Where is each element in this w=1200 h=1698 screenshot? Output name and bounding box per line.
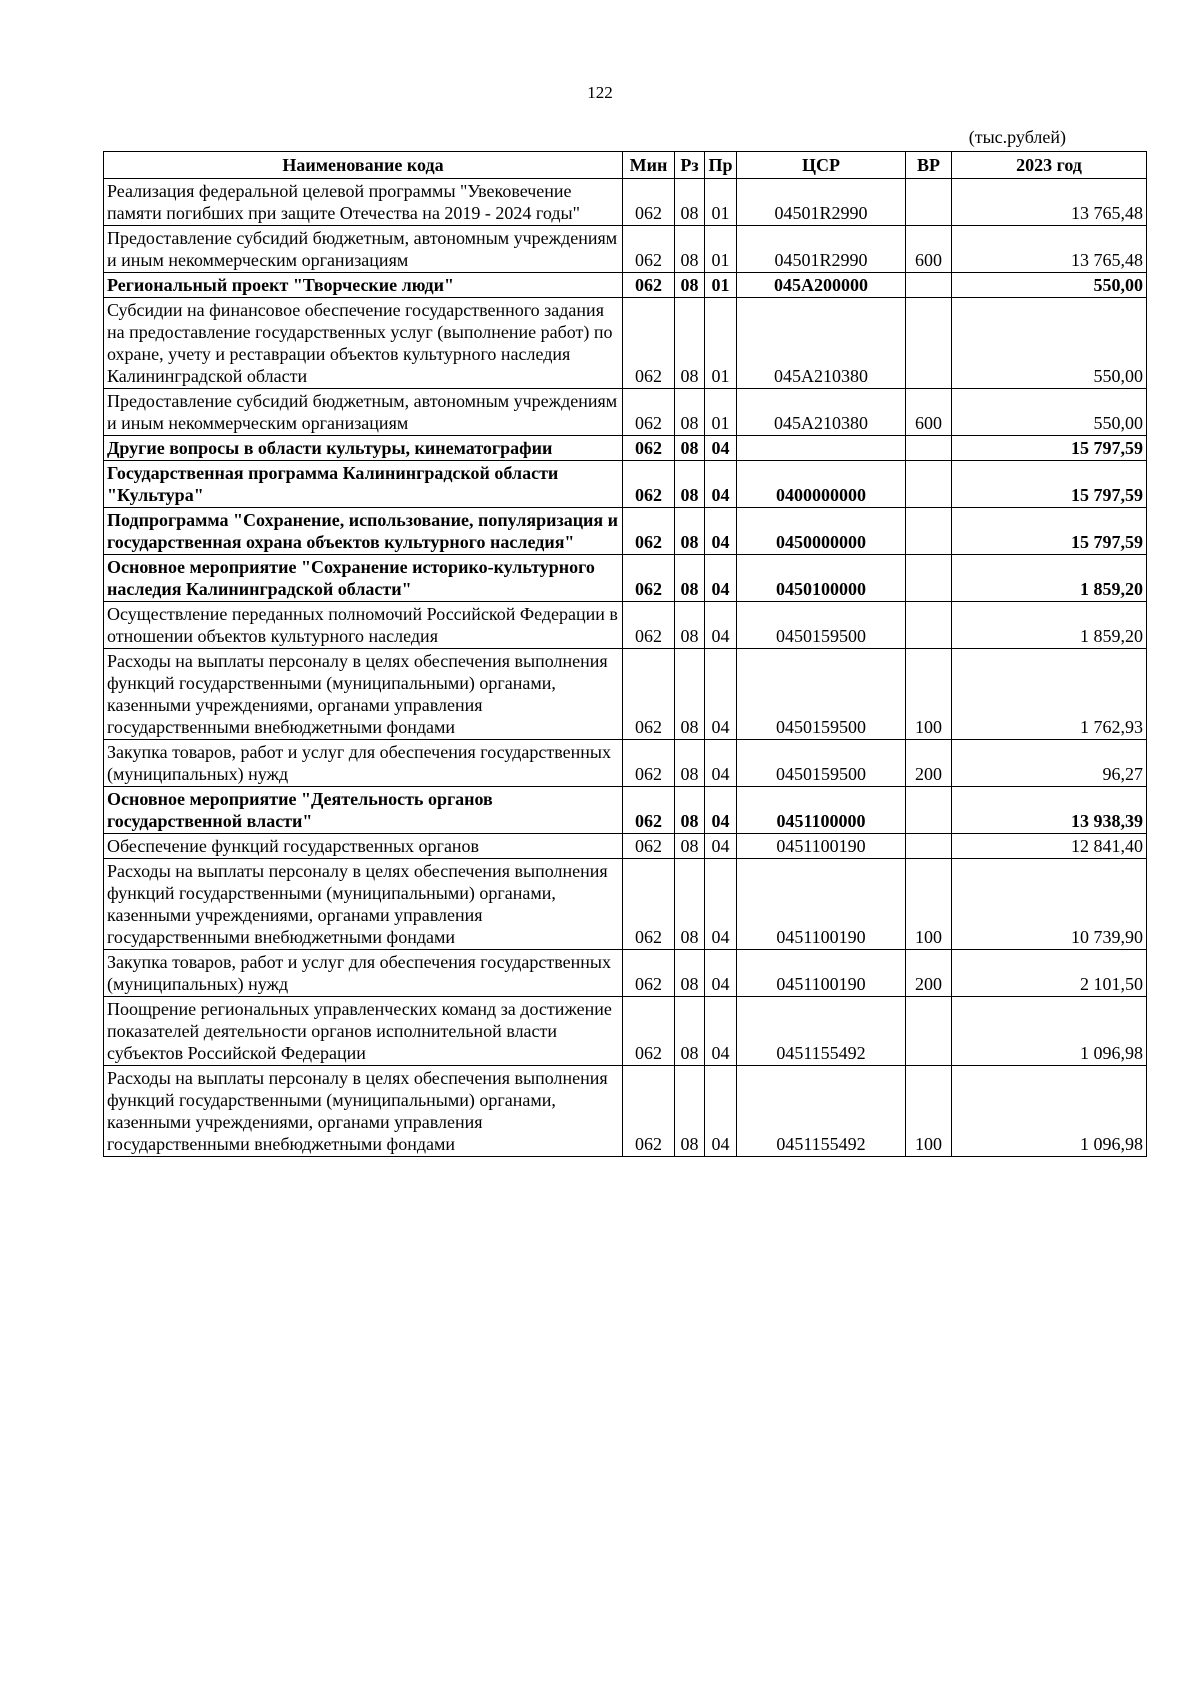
header-sum: 2023 год — [952, 152, 1147, 179]
table-row — [104, 834, 1147, 859]
cell-csr: 0450159500 — [737, 602, 906, 649]
table-row — [104, 1066, 1147, 1157]
cell-rz: 08 — [675, 508, 705, 555]
cell-sum: 1 096,98 — [952, 1066, 1147, 1157]
cell-csr: 0451100190 — [737, 859, 906, 950]
cell-vr: 100 — [906, 859, 952, 950]
cell-min: 062 — [623, 1066, 675, 1157]
cell-name: Закупка товаров, работ и услуг для обеспечения государственных (муниципальных) нужд — [104, 740, 623, 787]
cell-min: 062 — [623, 649, 675, 740]
cell-min: 062 — [623, 179, 675, 226]
table-row — [104, 859, 1147, 950]
cell-rz: 08 — [675, 389, 705, 436]
cell-vr — [906, 273, 952, 298]
cell-min: 062 — [623, 389, 675, 436]
cell-rz: 08 — [675, 555, 705, 602]
cell-sum: 15 797,59 — [952, 461, 1147, 508]
cell-vr — [906, 436, 952, 461]
cell-min: 062 — [623, 997, 675, 1066]
units-label: (тыс.рублей) — [968, 127, 1066, 147]
cell-vr — [906, 602, 952, 649]
cell-vr: 100 — [906, 1066, 952, 1157]
cell-csr — [737, 436, 906, 461]
cell-rz: 08 — [675, 436, 705, 461]
cell-csr: 0451100000 — [737, 787, 906, 834]
cell-csr: 0450159500 — [737, 740, 906, 787]
cell-vr: 200 — [906, 950, 952, 997]
table-row — [104, 508, 1147, 555]
header-min: Мин — [623, 152, 675, 179]
cell-min: 062 — [623, 436, 675, 461]
table-row — [104, 436, 1147, 461]
cell-vr: 600 — [906, 389, 952, 436]
table-row — [104, 273, 1147, 298]
cell-min: 062 — [623, 740, 675, 787]
cell-vr: 100 — [906, 649, 952, 740]
cell-csr: 0451100190 — [737, 950, 906, 997]
cell-sum: 15 797,59 — [952, 436, 1147, 461]
table-body — [104, 179, 1147, 1157]
cell-rz: 08 — [675, 298, 705, 389]
cell-vr — [906, 555, 952, 602]
cell-csr: 0450100000 — [737, 555, 906, 602]
cell-csr: 045A210380 — [737, 389, 906, 436]
cell-rz: 08 — [675, 834, 705, 859]
table-row — [104, 555, 1147, 602]
cell-pr: 04 — [705, 649, 737, 740]
cell-vr — [906, 997, 952, 1066]
cell-csr: 0451155492 — [737, 1066, 906, 1157]
cell-vr — [906, 179, 952, 226]
cell-rz: 08 — [675, 179, 705, 226]
cell-name: Региональный проект "Творческие люди" — [104, 273, 623, 298]
cell-min: 062 — [623, 461, 675, 508]
cell-sum: 13 765,48 — [952, 226, 1147, 273]
cell-name: Подпрограмма "Сохранение, использование, популяризация и государственная охрана объектов культурного наследия" — [104, 508, 623, 555]
cell-rz: 08 — [675, 787, 705, 834]
cell-sum: 1 096,98 — [952, 997, 1147, 1066]
cell-sum: 1 859,20 — [952, 602, 1147, 649]
cell-csr: 0451100190 — [737, 834, 906, 859]
header-rz: Рз — [675, 152, 705, 179]
cell-pr: 01 — [705, 273, 737, 298]
cell-pr: 01 — [705, 389, 737, 436]
cell-pr: 01 — [705, 226, 737, 273]
table-row — [104, 950, 1147, 997]
table-row — [104, 997, 1147, 1066]
table-row — [104, 298, 1147, 389]
cell-sum: 550,00 — [952, 273, 1147, 298]
cell-min: 062 — [623, 834, 675, 859]
table-row — [104, 649, 1147, 740]
cell-pr: 04 — [705, 740, 737, 787]
cell-name: Осуществление переданных полномочий Российской Федерации в отношении объектов культурного наследия — [104, 602, 623, 649]
cell-min: 062 — [623, 273, 675, 298]
cell-rz: 08 — [675, 859, 705, 950]
table-row — [104, 389, 1147, 436]
cell-sum: 15 797,59 — [952, 508, 1147, 555]
cell-sum: 550,00 — [952, 389, 1147, 436]
cell-pr: 04 — [705, 461, 737, 508]
cell-sum: 2 101,50 — [952, 950, 1147, 997]
cell-min: 062 — [623, 859, 675, 950]
cell-rz: 08 — [675, 649, 705, 740]
cell-sum: 10 739,90 — [952, 859, 1147, 950]
header-csr: ЦСР — [737, 152, 906, 179]
cell-name: Основное мероприятие "Деятельность органов государственной власти" — [104, 787, 623, 834]
cell-pr: 04 — [705, 859, 737, 950]
cell-vr: 600 — [906, 226, 952, 273]
cell-name: Другие вопросы в области культуры, кинематографии — [104, 436, 623, 461]
header-pr: Пр — [705, 152, 737, 179]
cell-sum: 13 938,39 — [952, 787, 1147, 834]
cell-csr: 0400000000 — [737, 461, 906, 508]
cell-csr: 04501R2990 — [737, 179, 906, 226]
cell-rz: 08 — [675, 461, 705, 508]
table-row — [104, 226, 1147, 273]
cell-min: 062 — [623, 226, 675, 273]
cell-vr — [906, 834, 952, 859]
cell-name: Расходы на выплаты персоналу в целях обеспечения выполнения функций государственными (муниципальными) органами, казенными учреждениями, органами управления государственными внебюджетными фондами — [104, 859, 623, 950]
cell-pr: 04 — [705, 602, 737, 649]
cell-min: 062 — [623, 555, 675, 602]
cell-pr: 01 — [705, 298, 737, 389]
cell-sum: 550,00 — [952, 298, 1147, 389]
cell-name: Предоставление субсидий бюджетным, автономным учреждениям и иным некоммерческим организациям — [104, 226, 623, 273]
cell-csr: 045A200000 — [737, 273, 906, 298]
cell-name: Поощрение региональных управленческих команд за достижение показателей деятельности органов исполнительной власти субъектов Российской Федерации — [104, 997, 623, 1066]
budget-table — [103, 151, 1147, 1157]
page-number: 122 — [587, 83, 613, 102]
table-row — [104, 787, 1147, 834]
cell-rz: 08 — [675, 1066, 705, 1157]
cell-min: 062 — [623, 508, 675, 555]
cell-pr: 04 — [705, 997, 737, 1066]
cell-vr — [906, 298, 952, 389]
cell-name: Предоставление субсидий бюджетным, автономным учреждениям и иным некоммерческим организациям — [104, 389, 623, 436]
cell-pr: 04 — [705, 508, 737, 555]
cell-pr: 04 — [705, 436, 737, 461]
cell-name: Расходы на выплаты персоналу в целях обеспечения выполнения функций государственными (муниципальными) органами, казенными учреждениями, органами управления государственными внебюджетными фондами — [104, 649, 623, 740]
cell-rz: 08 — [675, 950, 705, 997]
cell-pr: 04 — [705, 950, 737, 997]
table-row — [104, 740, 1147, 787]
cell-name: Обеспечение функций государственных органов — [104, 834, 623, 859]
cell-name: Субсидии на финансовое обеспечение государственного задания на предоставление государственных услуг (выполнение работ) по охране, учету и реставрации объектов культурного наследия Калининградской области — [104, 298, 623, 389]
cell-min: 062 — [623, 298, 675, 389]
cell-rz: 08 — [675, 226, 705, 273]
cell-csr: 045A210380 — [737, 298, 906, 389]
table-row — [104, 602, 1147, 649]
cell-pr: 04 — [705, 787, 737, 834]
cell-pr: 01 — [705, 179, 737, 226]
cell-csr: 0451155492 — [737, 997, 906, 1066]
cell-pr: 04 — [705, 555, 737, 602]
cell-vr — [906, 787, 952, 834]
cell-rz: 08 — [675, 273, 705, 298]
cell-sum: 12 841,40 — [952, 834, 1147, 859]
cell-vr: 200 — [906, 740, 952, 787]
cell-rz: 08 — [675, 740, 705, 787]
table-header-row — [104, 152, 1147, 179]
header-vr: ВР — [906, 152, 952, 179]
cell-sum: 1 762,93 — [952, 649, 1147, 740]
cell-rz: 08 — [675, 602, 705, 649]
cell-min: 062 — [623, 787, 675, 834]
header-name: Наименование кода — [104, 152, 623, 179]
cell-min: 062 — [623, 602, 675, 649]
table-row — [104, 179, 1147, 226]
cell-sum: 1 859,20 — [952, 555, 1147, 602]
cell-rz: 08 — [675, 997, 705, 1066]
cell-sum: 96,27 — [952, 740, 1147, 787]
cell-vr — [906, 461, 952, 508]
cell-name: Закупка товаров, работ и услуг для обеспечения государственных (муниципальных) нужд — [104, 950, 623, 997]
cell-csr: 0450000000 — [737, 508, 906, 555]
cell-csr: 04501R2990 — [737, 226, 906, 273]
cell-sum: 13 765,48 — [952, 179, 1147, 226]
cell-min: 062 — [623, 950, 675, 997]
cell-pr: 04 — [705, 834, 737, 859]
cell-name: Основное мероприятие "Сохранение историко-культурного наследия Калининградской области" — [104, 555, 623, 602]
cell-name: Реализация федеральной целевой программы "Увековечение памяти погибших при защите Отечества на 2019 - 2024 годы" — [104, 179, 623, 226]
cell-vr — [906, 508, 952, 555]
cell-name: Расходы на выплаты персоналу в целях обеспечения выполнения функций государственными (муниципальными) органами, казенными учреждениями, органами управления государственными внебюджетными фондами — [104, 1066, 623, 1157]
cell-pr: 04 — [705, 1066, 737, 1157]
cell-name: Государственная программа Калининградской области "Культура" — [104, 461, 623, 508]
cell-csr: 0450159500 — [737, 649, 906, 740]
table-row — [104, 461, 1147, 508]
